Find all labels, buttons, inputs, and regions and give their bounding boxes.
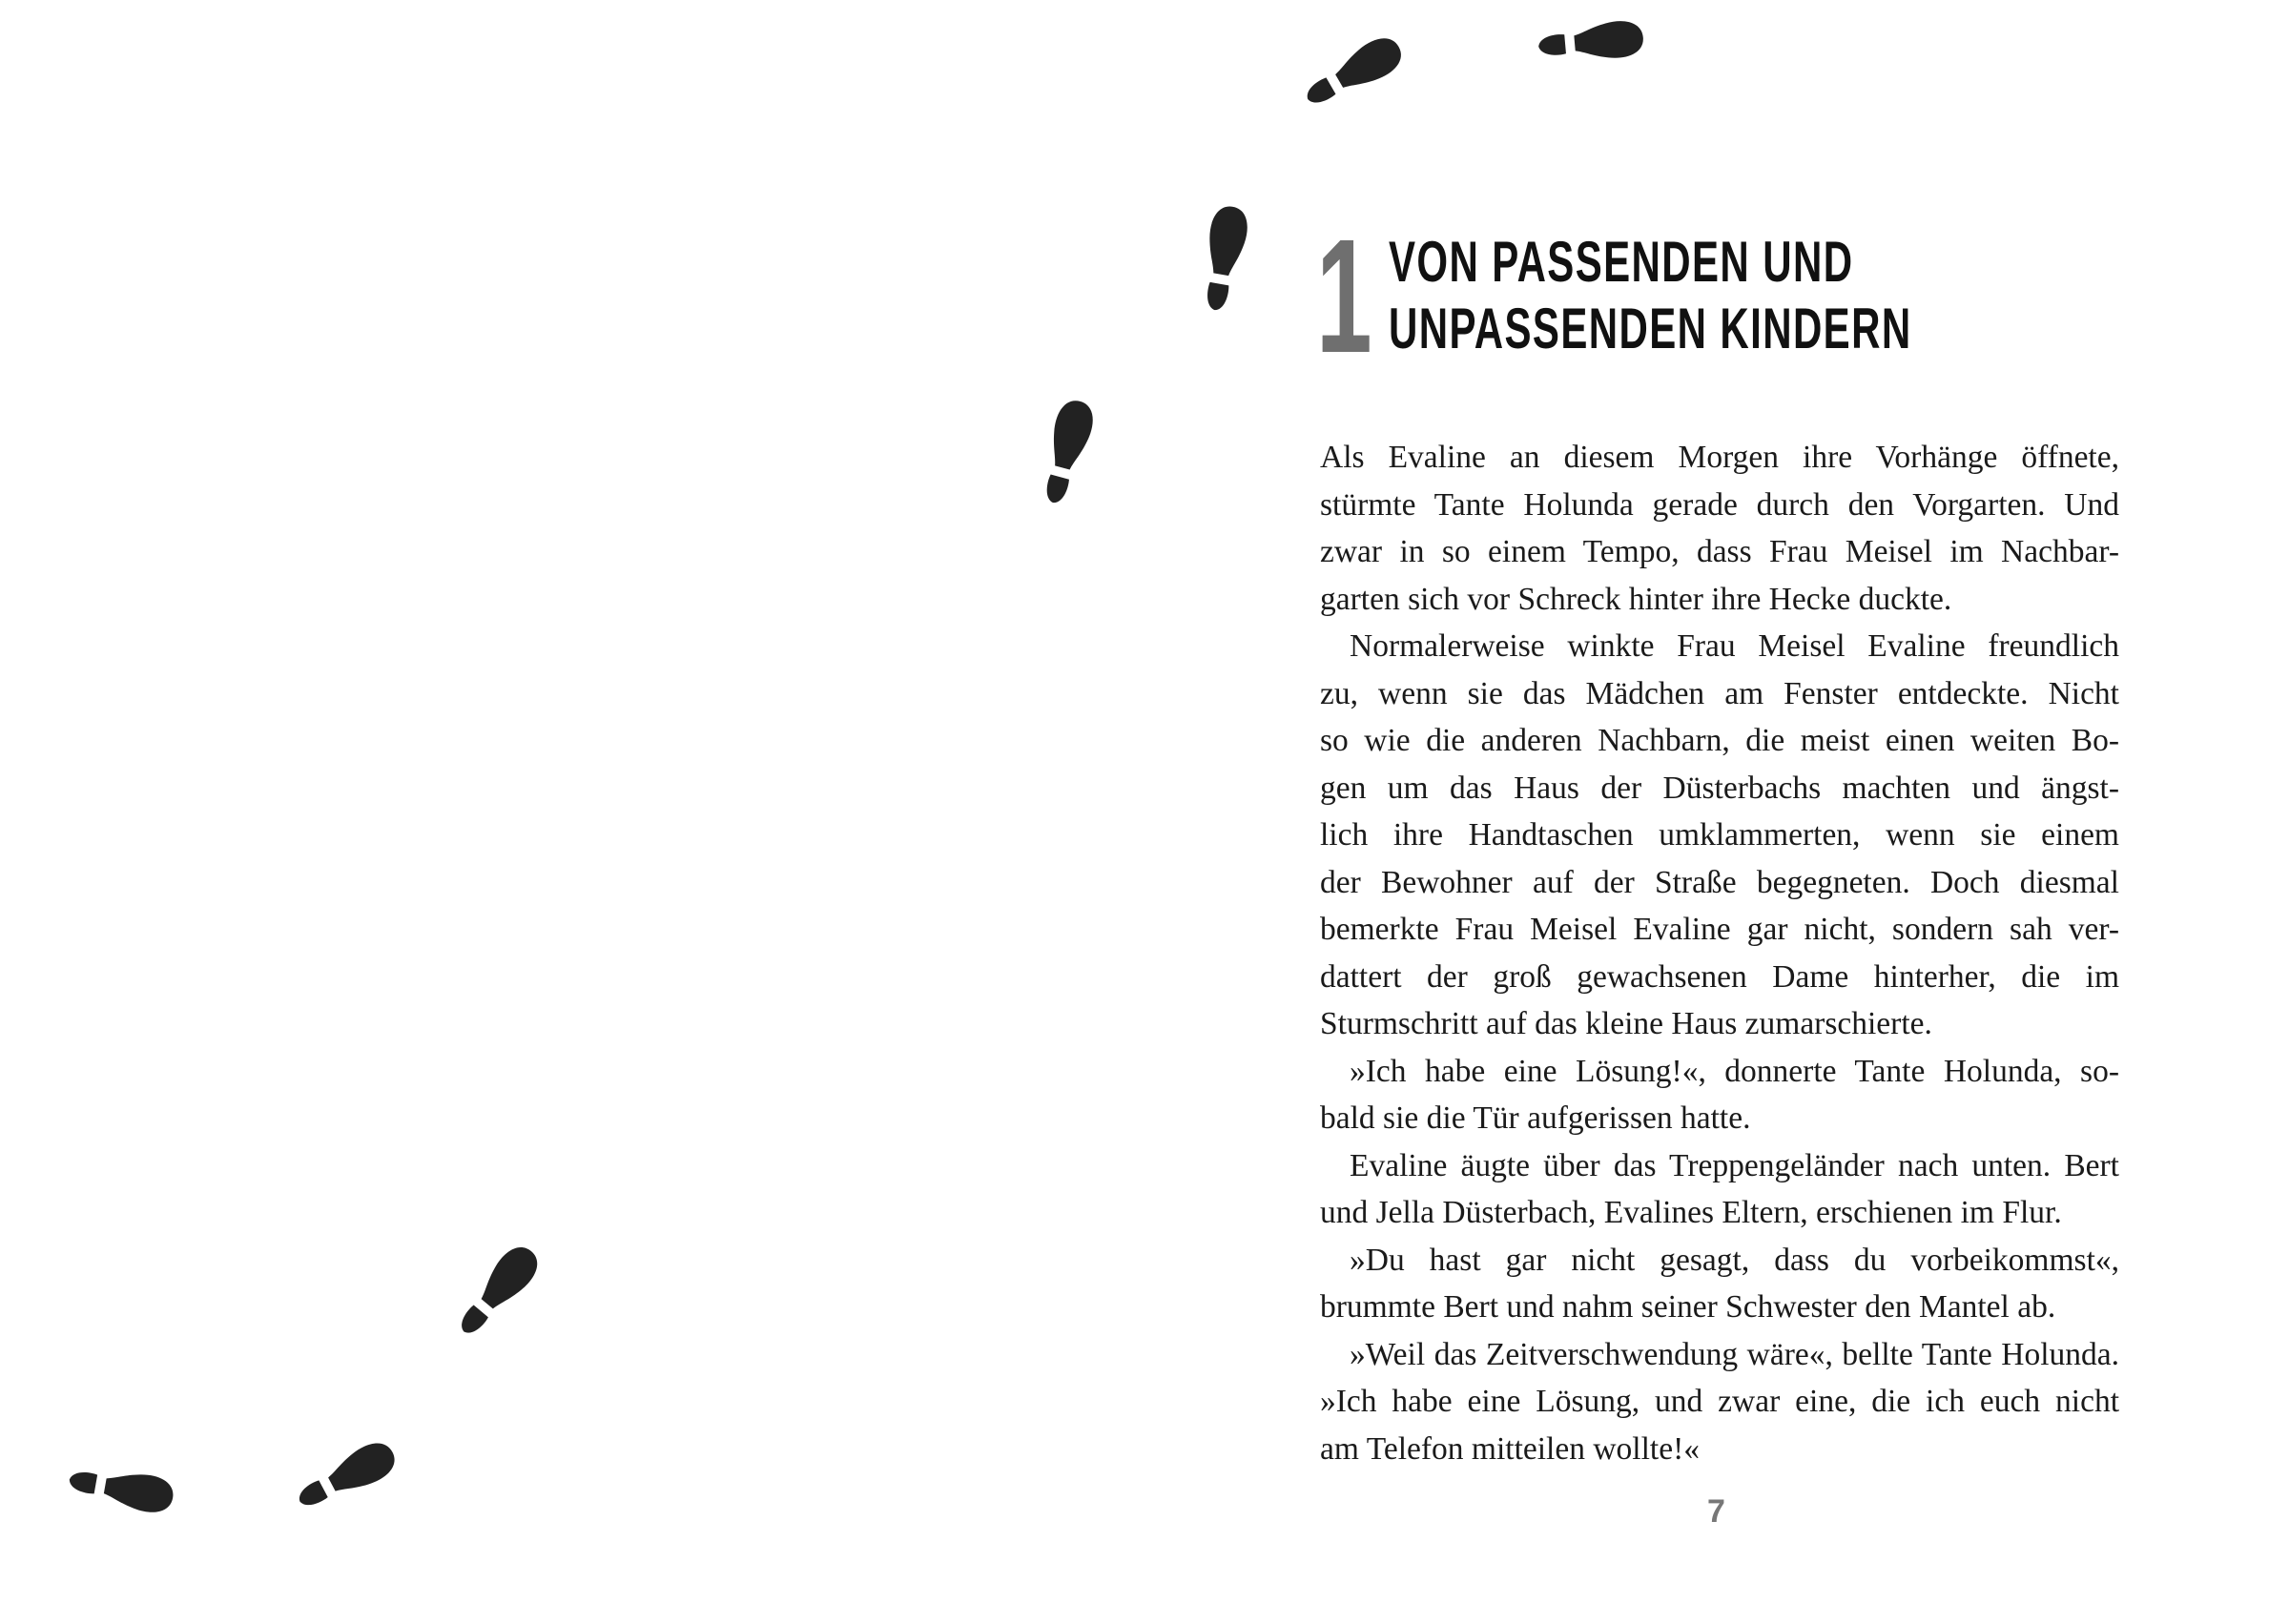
paragraph — [1320, 623, 2119, 1048]
paragraph — [1320, 434, 2119, 623]
page-number: 7 — [1707, 1493, 1725, 1530]
chapter-title — [1389, 229, 1912, 362]
text-line: gen um das Haus der Düsterbachs machten und ängst- — [1320, 770, 2119, 806]
footprint-icon — [438, 1230, 555, 1354]
text-line: »Weil das Zeitverschwendung wäre«, bellte Tante Holunda. — [1350, 1336, 2119, 1372]
text-line: Evaline äugte über das Treppengeländer nach unten. Bert — [1350, 1147, 2119, 1183]
footprint-icon — [1186, 198, 1262, 321]
text-line: »Du hast gar nicht gesagt, dass du vorbeikommst«, — [1350, 1242, 2119, 1278]
text-line: Normalerweise winkte Frau Meisel Evaline freundlich — [1350, 628, 2119, 664]
text-line: zu, wenn sie das Mädchen am Fenster entdeckte. Nicht — [1320, 675, 2119, 711]
text-line: und Jella Düsterbach, Evalines Eltern, erschienen im Flur. — [1320, 1195, 2062, 1230]
footprint-icon — [281, 1425, 409, 1529]
text-line: Als Evaline an diesem Morgen ihre Vorhänge öffnete, — [1320, 440, 2119, 475]
text-line: am Telefon mitteilen wollte!« — [1320, 1430, 1700, 1467]
chapter-title-line: VON PASSENDEN UND — [1389, 230, 1854, 294]
paragraph — [1320, 1142, 2119, 1237]
footprint-icon — [59, 1450, 182, 1527]
text-line: lich ihre Handtaschen umklammerten, wenn sie einem — [1320, 817, 2119, 853]
paragraph — [1320, 1048, 2119, 1142]
footprint-icon — [1289, 20, 1416, 127]
chapter-number: 1 — [1316, 206, 1372, 387]
text-line: der Bewohner auf der Straße begegneten. Doch diesmal — [1320, 864, 2119, 900]
text-line: zwar in so einem Tempo, dass Frau Meisel im Nachbar- — [1320, 534, 2119, 569]
body-text — [1320, 434, 2119, 1472]
footprint-icon — [1023, 390, 1108, 515]
text-line: brummte Bert und nahm seiner Schwester den Mantel ab. — [1320, 1289, 2056, 1325]
chapter-title-line: UNPASSENDEN KINDERN — [1389, 297, 1912, 360]
text-line: bemerkte Frau Meisel Evaline gar nicht, sondern sah ver- — [1320, 912, 2119, 947]
text-line: »Ich habe eine Lösung, und zwar eine, die ich euch nicht — [1320, 1384, 2119, 1419]
text-line: so wie die anderen Nachbarn, die meist einen weiten Bo- — [1320, 723, 2119, 758]
text-line: dattert der groß gewachsenen Dame hinterher, die im — [1320, 958, 2119, 995]
paragraph — [1320, 1331, 2119, 1473]
text-line: stürmte Tante Holunda gerade durch den Vorgarten. Und — [1320, 486, 2119, 523]
footprint-icon — [1531, 9, 1650, 75]
text-line: »Ich habe eine Lösung!«, donnerte Tante Holunda, so- — [1350, 1053, 2119, 1089]
text-line: garten sich vor Schreck hinter ihre Hecke duckte. — [1320, 581, 1952, 617]
text-line: bald sie die Tür aufgerissen hatte. — [1320, 1100, 1751, 1136]
text-line: Sturmschritt auf das kleine Haus zumarschierte. — [1320, 1006, 1932, 1041]
paragraph — [1320, 1237, 2119, 1331]
